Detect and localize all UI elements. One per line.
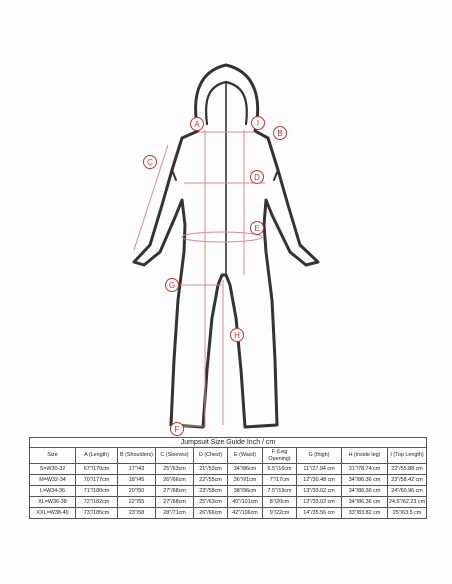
size-cell: XXL=W38-40 [30, 508, 76, 519]
table-cell: 33"/83.82 cm [342, 508, 388, 519]
table-cell: 71"/180cm [76, 486, 118, 497]
table-cell: 8"/20cm [263, 497, 297, 508]
svg-text:A: A [194, 120, 200, 129]
table-cell: 72"/182cm [76, 497, 118, 508]
marker-b [274, 127, 287, 140]
table-cell: 67"/170cm [76, 464, 118, 475]
table-cell: 23"/58cm [194, 486, 228, 497]
marker-d [251, 171, 264, 184]
header-cell: F (Leg Opening) [263, 448, 297, 464]
size-cell: S=W30-32 [30, 464, 76, 475]
table-cell: 23"/58.42 cm [388, 475, 427, 486]
table-cell: 22"/55cm [194, 475, 228, 486]
table-cell: 23"/58 [118, 508, 156, 519]
svg-text:G: G [168, 281, 176, 290]
header-cell: E (Waist) [228, 448, 263, 464]
svg-text:I: I [256, 119, 260, 128]
table-header-row [30, 448, 427, 464]
table-cell: 24.5"/62.23 cm [388, 497, 427, 508]
table-cell: 26"/66cm [194, 508, 228, 519]
table-cell: 25"/63.5 cm [388, 508, 427, 519]
table-cell: 36"/91cm [228, 475, 263, 486]
marker-i [252, 117, 265, 130]
table-cell: 20"/50 [118, 486, 156, 497]
header-cell: Size [30, 448, 76, 464]
table-cell: 34"/86.36 cm [342, 486, 388, 497]
marker-a [191, 118, 204, 131]
table-cell: 21"/53cm [194, 464, 228, 475]
table-cell: 70"/177cm [76, 475, 118, 486]
svg-text:C: C [147, 158, 153, 167]
table-cell: 13"/33.02 cm [297, 486, 342, 497]
table-cell: 9"/22cm [263, 508, 297, 519]
table-row [30, 497, 427, 508]
header-cell: D (Chest) [194, 448, 228, 464]
svg-text:H: H [234, 331, 240, 340]
header-cell: C (Sleeves) [156, 448, 194, 464]
table-row [30, 508, 427, 519]
header-cell: I (Top Length) [388, 448, 427, 464]
table-cell: 6.5"/16cm [263, 464, 297, 475]
table-cell: 31"/78.74 cm [342, 464, 388, 475]
table-cell: 38"/96cm [228, 486, 263, 497]
table-cell: 24"/60.96 cm [388, 486, 427, 497]
waist-guide [182, 232, 262, 242]
table-cell: 13"/33.02 cm [297, 497, 342, 508]
table-cell: 73"/185cm [76, 508, 118, 519]
table-cell: 40"/101cm [228, 497, 263, 508]
table-row [30, 475, 427, 486]
size-cell: L=W34-36 [30, 486, 76, 497]
table-cell: 17"/43 [118, 464, 156, 475]
table-cell: 42"/106cm [228, 508, 263, 519]
table-cell: 25"/63cm [194, 497, 228, 508]
marker-g [166, 279, 179, 292]
svg-text:E: E [254, 224, 260, 233]
table-cell: 27"/68cm [156, 486, 194, 497]
table-cell: 7"/17cm [263, 475, 297, 486]
marker-e [251, 222, 264, 235]
header-cell: B (Shoulders) [118, 448, 156, 464]
measurement-guides [134, 130, 265, 427]
size-cell: XL=W36-38 [30, 497, 76, 508]
table-cell: 12"/30.48 cm [297, 475, 342, 486]
table-cell: 11"/27.94 cm [297, 464, 342, 475]
table-row [30, 464, 427, 475]
table-cell: 27"/68cm [156, 497, 194, 508]
table-cell: 26"/66cm [156, 475, 194, 486]
table-cell: 28"/71cm [156, 508, 194, 519]
table-cell: 14"/35.56 cm [297, 508, 342, 519]
marker-f [171, 423, 184, 436]
table-row [30, 486, 427, 497]
svg-text:F: F [174, 425, 180, 434]
table-cell: 34"/86cm [228, 464, 263, 475]
table-cell: 34"/86.36 cm [342, 497, 388, 508]
size-cell: M=W32-34 [30, 475, 76, 486]
size-guide-table [29, 437, 427, 519]
marker-c [144, 156, 157, 169]
table-cell: 22"/55 [118, 497, 156, 508]
table-title: Jumpsuit Size Guide Inch / cm [29, 437, 427, 447]
svg-text:B: B [277, 129, 283, 138]
svg-text:D: D [254, 173, 260, 182]
header-cell: G (thigh) [297, 448, 342, 464]
header-cell: A (Length) [76, 448, 118, 464]
table-cell: 34"/86.36 cm [342, 475, 388, 486]
marker-h [231, 329, 244, 342]
header-cell: H (inside leg) [342, 448, 388, 464]
table-cell: 7.5"/19cm [263, 486, 297, 497]
table-cell: 22"/55.88 cm [388, 464, 427, 475]
table-cell: 25"/63cm [156, 464, 194, 475]
table-cell: 18"/45 [118, 475, 156, 486]
